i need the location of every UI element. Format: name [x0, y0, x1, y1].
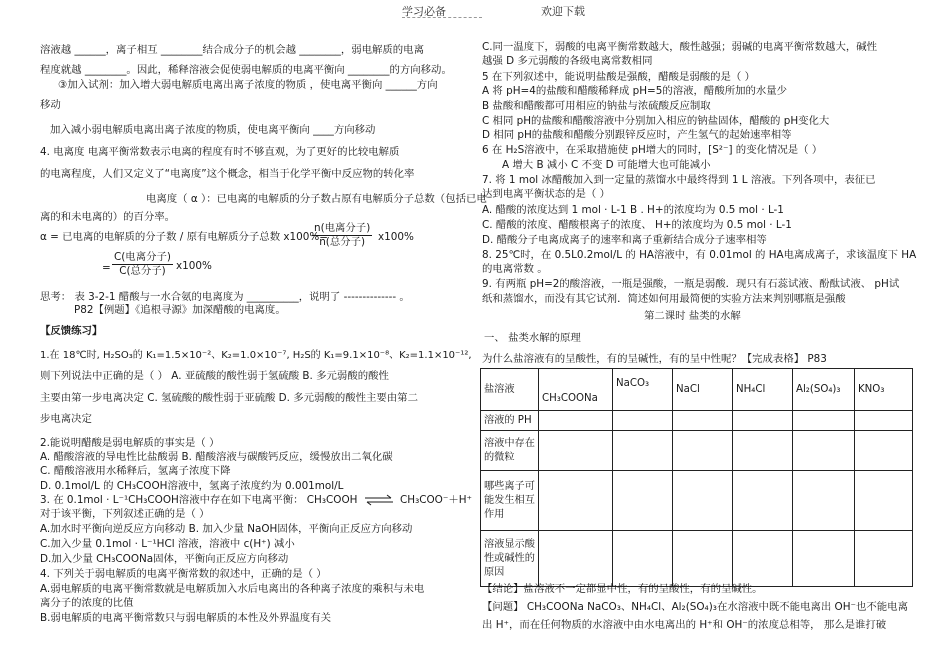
left-line-9: 离的和未电离的）的百分率。 — [40, 211, 176, 223]
q4-option-b: B.弱电解质的电离平衡常数只与弱电解质的本性及外界温度有关 — [40, 612, 331, 624]
feedback-heading: 【反馈练习】 — [40, 325, 103, 337]
table-header-row — [481, 369, 913, 411]
table-row-label: 溶液的 PH — [481, 411, 539, 431]
table-row-label: 溶液显示酸性或碱性的原因 — [481, 531, 539, 587]
table-cell[interactable] — [539, 411, 613, 431]
left-line-1: 溶液越 ______，离子相互 ________结合成分子的机会越 ________，弱电解质的电离 — [40, 44, 424, 56]
q5-option-d: D 相同 pH的盐酸和醋酸分别跟锌反应时，产生氢气的起始速率相等 — [482, 129, 792, 141]
left-line-7: 的电离程度，人们又定义了“电离度”这个概念，相当于化学平衡中反应物的转化率 — [40, 168, 415, 180]
q5-option-c: C 相同 pH的盐酸和醋酸溶液中分别加入相应的钠盐固体，醋酸的 pH变化大 — [482, 115, 830, 127]
fraction-2-numerator: C(电离分子) — [114, 251, 171, 263]
table-cell[interactable] — [539, 431, 613, 471]
right-line-1: C.同一温度下，弱酸的电离平衡常数越大，酸性越强；弱碱的电离平衡常数越大，碱性 — [482, 41, 878, 53]
problem-line-2: 出 H⁺，而在任何物质的水溶液中由水电离出的 H⁺和 OH⁻的浓度总相等， 那么是谁打破 — [482, 619, 887, 631]
table-row-label: 溶液中存在的微粒 — [481, 431, 539, 471]
table-cell[interactable] — [855, 531, 913, 587]
q3-equation-products: CH₃COO⁻＋H⁺ — [400, 494, 473, 506]
header-right-text: 欢迎下载 — [541, 5, 585, 18]
q3-option-d: D.加入少量 CH₃COONa固体，平衡向正反应方向移动 — [40, 553, 289, 565]
table-cell[interactable] — [673, 471, 733, 531]
q3-option-c: C.加入少量 0.1mol · L⁻¹HCl 溶液，溶液中 c(H⁺) 减小 — [40, 538, 295, 550]
q8-line-1: 8. 25℃时，在 0.5L0.2mol/L 的 HA溶液中，有 0.01mol 的 HA电离成离子，求该温度下 HA — [482, 249, 917, 261]
q9-line-2: 纸和蒸馏水，而没有其它试剂．简述如何用最简便的实验方法来判别哪瓶是强酸 — [482, 293, 846, 305]
table-header-cell: NH₄Cl — [733, 369, 793, 411]
table-cell[interactable] — [793, 431, 855, 471]
table-cell[interactable] — [733, 411, 793, 431]
table-header-cell: CH₃COONa — [539, 369, 613, 411]
q2-option-c: C. 醋酸溶液用水稀释后，氢离子浓度下降 — [40, 465, 231, 477]
equilibrium-arrow-icon — [364, 494, 394, 506]
alpha-formula-text: α = 已电离的电解质的分子数 / 原有电解质分子总数 x100%= — [40, 231, 328, 243]
table-cell[interactable] — [673, 531, 733, 587]
left-line-4: 移动 — [40, 99, 61, 111]
q7-stem-2: 达到电离平衡状态的是（ ） — [482, 188, 610, 200]
q4-stem: 4. 下列关于弱电解质的电离平衡常数的叙述中，正确的是（ ） — [40, 568, 327, 580]
table-cell[interactable] — [793, 471, 855, 531]
q1-line-2: 则下列说法中正确的是（ ） A. 亚硫酸的酸性弱于氢硫酸 B. 多元弱酸的酸性 — [40, 370, 389, 382]
table-cell[interactable] — [613, 411, 673, 431]
alpha-formula-equals: = — [102, 262, 111, 274]
left-line-2: 程度就越 ________。因此，稀释溶液会促使弱电解质的电离平衡向 ________的方向移动。 — [40, 64, 452, 76]
q1-line-1: 1.在 18℃时, H₂SO₃的 K₁=1.5×10⁻²、K₂=1.0×10⁻⁷, H₂S的 K₁=9.1×10⁻⁸、K₂=1.1×10⁻¹², — [40, 350, 472, 361]
alpha-formula-percent-2: x100% — [176, 260, 212, 272]
table-header-cell: Al₂(SO₄)₃ — [793, 369, 855, 411]
q7-stem-1: 7. 将 1 mol 冰醋酸加入到一定量的蒸馏水中最终得到 1 L 溶液。下列各项中，表征已 — [482, 174, 876, 186]
q7-option-c: C. 醋酸的浓度、醋酸根离子的浓度、 H+的浓度均为 0.5 mol · L-1 — [482, 219, 792, 231]
q4-option-a-1: A.弱电解质的电离平衡常数就是电解质加入水后电离出的各种离子浓度的乘积与未电 — [40, 583, 425, 595]
q7-option-d: D. 醋酸分子电离成离子的速率和离子重新结合成分子速率相等 — [482, 234, 767, 246]
q8-line-2: 的电离常数 。 — [482, 263, 548, 275]
table-row — [481, 431, 913, 471]
table-cell[interactable] — [793, 411, 855, 431]
q4-option-a-2: 离分子的浓度的比值 — [40, 597, 134, 609]
table-cell[interactable] — [673, 431, 733, 471]
table-intro-question: 为什么盐溶液有的呈酸性，有的呈碱性，有的呈中性呢？【完成表格】 P83 — [482, 353, 827, 365]
q5-option-a: A 将 pH=4的盐酸和醋酸稀释成 pH=5的溶液，醋酸所加的水量少 — [482, 85, 788, 97]
q9-line-1: 9. 有两瓶 pH=2的酸溶液，一瓶是强酸，一瓶是弱酸．现只有石蕊试液、酚酞试液、 pH试 — [482, 278, 900, 290]
table-cell[interactable] — [539, 471, 613, 531]
header-left-text: 学习必备 — [402, 5, 446, 18]
q3-prompt: 对于该平衡，下列叙述正确的是（ ） — [40, 508, 210, 520]
q6-stem: 6 在 H₂S溶液中，在采取措施使 pH增大的同时，[S²⁻] 的变化情况是（ ） — [482, 144, 823, 156]
fraction-molecule-count — [312, 222, 372, 249]
q5-stem: 5 在下列叙述中，能说明盐酸是强酸，醋酸是弱酸的是（ ） — [482, 71, 755, 83]
q5-option-b: B 盐酸和醋酸都可用相应的钠盐与浓硫酸反应制取 — [482, 100, 711, 112]
q3-stem: 3. 在 0.1mol · L⁻¹CH₃COOH溶液中存在如下电离平衡： CH₃COOH — [40, 494, 358, 506]
q3-option-ab: A.加水时平衡向逆反应方向移动 B. 加入少量 NaOH固体，平衡向正反应方向移动 — [40, 523, 413, 535]
header-underline — [402, 17, 482, 18]
fraction-concentration — [112, 251, 173, 278]
table-cell[interactable] — [733, 531, 793, 587]
q1-line-4: 步电离决定 — [40, 413, 92, 425]
table-cell[interactable] — [855, 431, 913, 471]
table-cell[interactable] — [613, 531, 673, 587]
table-header-cell: 盐溶液 — [481, 369, 539, 411]
left-line-6: 4. 电离度 电离平衡常数表示电离的程度有时不够直观，为了更好的比较电解质 — [40, 146, 400, 158]
alpha-formula-percent-1: x100% — [378, 231, 414, 243]
left-line-3: ③加入试剂：加入增大弱电解质电离出离子浓度的物质 ，使电离平衡向 ______方向 — [58, 79, 438, 91]
table-cell[interactable] — [613, 471, 673, 531]
table-cell[interactable] — [733, 431, 793, 471]
q7-option-ab: A. 醋酸的浓度达到 1 mol · L-1 B . H+的浓度均为 0.5 mol · L-1 — [482, 204, 784, 216]
table-cell[interactable] — [855, 471, 913, 531]
table-header-cell: KNO₃ — [855, 369, 913, 411]
fraction-1-denominator: n(总分子) — [319, 236, 366, 248]
table-cell[interactable] — [793, 531, 855, 587]
fraction-2-denominator: C(总分子) — [119, 265, 166, 277]
table-cell[interactable] — [673, 411, 733, 431]
table-cell[interactable] — [855, 411, 913, 431]
table-row-label: 哪些离子可能发生相互作用 — [481, 471, 539, 531]
table-header-cell: NaCl — [673, 369, 733, 411]
left-line-think: 思考： 表 3-2-1 醋酸与一水合氨的电离度为 __________，说明了 -------------- 。 — [40, 291, 410, 303]
problem-line-1: 【问题】 CH₃COONa NaCO₃、NH₄Cl、Al₂(SO₄)₃在水溶液中既不能电离出 OH⁻也不能电离 — [482, 601, 908, 613]
left-line-5: 加入减小弱电解质电离出离子浓度的物质，使电离平衡向 ____方向移动 — [50, 124, 376, 136]
left-line-8: 电离度（ α ）：已电离的电解质的分子数占原有电解质分子总数（包括已电 — [146, 193, 487, 205]
q1-line-3: 主要由第一步电离决定 C. 氢硫酸的酸性弱于亚硫酸 D. 多元弱酸的酸性主要由第二 — [40, 392, 418, 404]
fraction-1-numerator: n(电离分子) — [314, 222, 371, 234]
table-cell[interactable] — [613, 431, 673, 471]
table-header-cell: NaCO₃ — [613, 369, 673, 411]
subsection-hydrolysis-principle: 一、 盐类水解的原理 — [484, 332, 581, 344]
right-line-2: 越强 D 多元弱酸的各级电离常数相同 — [482, 55, 653, 67]
table-row — [481, 411, 913, 431]
table-row — [481, 531, 913, 587]
salt-hydrolysis-table — [480, 368, 913, 587]
q2-stem: 2.能说明醋酸是弱电解质的事实是（ ） — [40, 437, 220, 449]
table-row — [481, 471, 913, 531]
q6-options: A 增大 B 减小 C 不变 D 可能增大也可能减小 — [502, 159, 711, 171]
q2-option-d: D. 0.1mol/L 的 CH₃COOH溶液中，氢离子浓度约为 0.001mol/L — [40, 480, 344, 492]
left-line-example: P82【例题】《追根寻源》加深醋酸的电离度。 — [74, 304, 286, 316]
table-cell[interactable] — [733, 471, 793, 531]
table-cell[interactable] — [539, 531, 613, 587]
q2-option-ab: A. 醋酸溶液的导电性比盐酸弱 B. 醋酸溶液与碳酸钙反应，缓慢放出二氧化碳 — [40, 451, 393, 463]
section-title-hydrolysis: 第二课时 盐类的水解 — [644, 310, 741, 322]
conclusion-text: 【结论】盐溶液不一定都显中性，有的呈酸性，有的呈碱性。 — [482, 583, 763, 595]
